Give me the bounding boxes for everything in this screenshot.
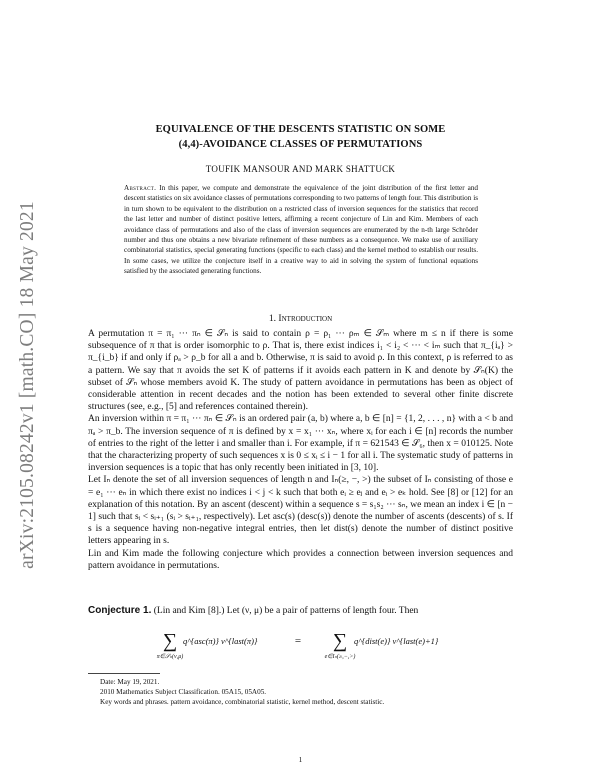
paper-title bbox=[88, 122, 513, 152]
footnote-date: Date: May 19, 2021. bbox=[100, 678, 160, 686]
arxiv-identifier-text: arXiv:2105.08242v1 [math.CO] 18 May 2021 bbox=[17, 201, 38, 569]
footnote-keywords: Key words and phrases. pattern avoidance, combinatorial statistic, kernel method, descent statistic. bbox=[100, 698, 385, 707]
introduction-body bbox=[88, 328, 513, 572]
conjecture-formula bbox=[88, 628, 513, 660]
conjecture-label: Conjecture 1. bbox=[88, 605, 152, 616]
abstract-label: Abstract. bbox=[124, 184, 157, 192]
lhs-term: q^{asc(π)} v^{last(π)} bbox=[183, 636, 258, 646]
section-heading bbox=[88, 313, 513, 324]
page-number: 1 bbox=[298, 755, 303, 764]
paper-title-line-1: EQUIVALENCE OF THE DESCENTS STATISTIC ON SOME bbox=[155, 124, 446, 135]
footnotes bbox=[100, 677, 513, 708]
paper-authors: TOUFIK MANSOUR AND MARK SHATTUCK bbox=[205, 164, 396, 174]
paragraph-inversion-sequences: Let Iₙ denote the set of all inversion sequences of length n and Iₙ(≥, −, >) the subset of Iₙ consisting of those e = e₁ ··· eₙ in which there exist no indices i < j < k such that both eᵢ ≥ eⱼ and eᵢ > eₖ hold. See [8] or [12] for an explanation of this notation. By an ascent (descent) within a sequence s = s₁s₂ ··· sₙ, we mean an index i ∈ [n − 1] such that sᵢ < sᵢ₊₁ (sᵢ > sᵢ₊₁, respectively). Let asc(s) (desc(s)) denote the number of ascents (descents) of s. If s is a sequence having non-negative integral entries, then let dist(s) denote the number of distinct positive letters appearing in s. bbox=[88, 475, 513, 547]
paragraph-lin-kim: Lin and Kim made the following conjecture which provides a connection between inversion sequences and pattern avoidance in permutations. bbox=[88, 548, 513, 571]
lhs-sum-symbol: ∑ bbox=[162, 630, 178, 652]
paper-title-line-2: (4,4)-AVOIDANCE CLASSES OF PERMUTATIONS bbox=[178, 139, 423, 150]
abstract bbox=[124, 183, 478, 277]
conjecture-text: (Lin and Kim [8].) Let (ν, μ) be a pair of patterns of length four. Then bbox=[153, 606, 419, 616]
section-heading-text: 1. Introduction bbox=[268, 313, 333, 324]
rhs-sum-index: e∈Iₙ(≥,−,>) bbox=[324, 654, 356, 660]
paragraph-inversion: An inversion within π = π₁ ··· πₙ ∈ 𝒮ₙ is an ordered pair (a, b) where a, b ∈ [n] = {1, 2, . . . , n} with a < b and πₐ > π_b. The inversion sequence of π is defined by x = x₁ ··· xₙ, where xᵢ for each i ∈ [n] records the number of entries to the right of the letter i and smaller than i. For example, if π = 621543 ∈ 𝒮₆, then x = 010125. Note that the characterizing property of such sequences x is 0 ≤ xᵢ ≤ i − 1 for all i. The systematic study of patterns in inversion sequences is a topic that has only recently been initiated in [3, 10]. bbox=[88, 414, 513, 474]
rhs-term: q^{dist(e)} v^{last(e)+1} bbox=[354, 636, 439, 646]
footnote-rule bbox=[88, 673, 160, 674]
rhs-sum-symbol: ∑ bbox=[332, 630, 348, 652]
abstract-text: In this paper, we compute and demonstrate the equivalence of the joint distribution of the first letter and descent statistics on six avoidance classes of permutations corresponding to two patterns of length four. This distribution is in turn shown to be equivalent to the distribution on a restricted class of inversion sequences for the statistics that record the last letter and number of distinct positive letters, affirming a recent conjecture of Lin and Kim. Members of each avoidance class of permutations and also of the class of inversion sequences are enumerated by the n-th large Schröder number and thus one obtains a new bivariate refinement of these numbers as a consequence. We make use of auxiliary combinatorial statistics, special generating functions (specific to each class) and the kernel method to establish our results. In some cases, we utilize the conjecture itself in a creative way to aid in solving the system of functional equations satisfied by the associated generating functions. bbox=[124, 184, 479, 276]
footnote-msc: 2010 Mathematics Subject Classification. 05A15, 05A05. bbox=[100, 688, 267, 697]
lhs-sum-index: π∈𝒮ₙ(ν,μ) bbox=[156, 654, 184, 660]
conjecture bbox=[88, 605, 513, 617]
equals-sign: = bbox=[294, 635, 302, 647]
paragraph-permutation-containment: A permutation π = π₁ ··· πₙ ∈ 𝒮ₙ is said to contain ρ = ρ₁ ··· ρₘ ∈ 𝒮ₘ where m ≤ n if there is some subsequence of π that is order isomorphic to ρ. That is, there exist indices i₁ < i₂ < ··· < iₘ such that π_{iₐ} > π_{i_b} if and only if ρₐ > ρ_b for all a and b. Otherwise, π is said to avoid ρ. In this context, ρ is referred to as a pattern. We say that π avoids the set K of patterns if it avoids each pattern in K and denote by 𝒮ₙ(K) the subset of 𝒮ₙ whose members avoid K. The study of pattern avoidance in permutations has been as object of considerable attention in recent decades and the notion has been extended to several other finite discrete structures (see, e.g., [5] and references contained therein). bbox=[88, 329, 513, 413]
arxiv-identifier-stamp bbox=[14, 150, 42, 620]
